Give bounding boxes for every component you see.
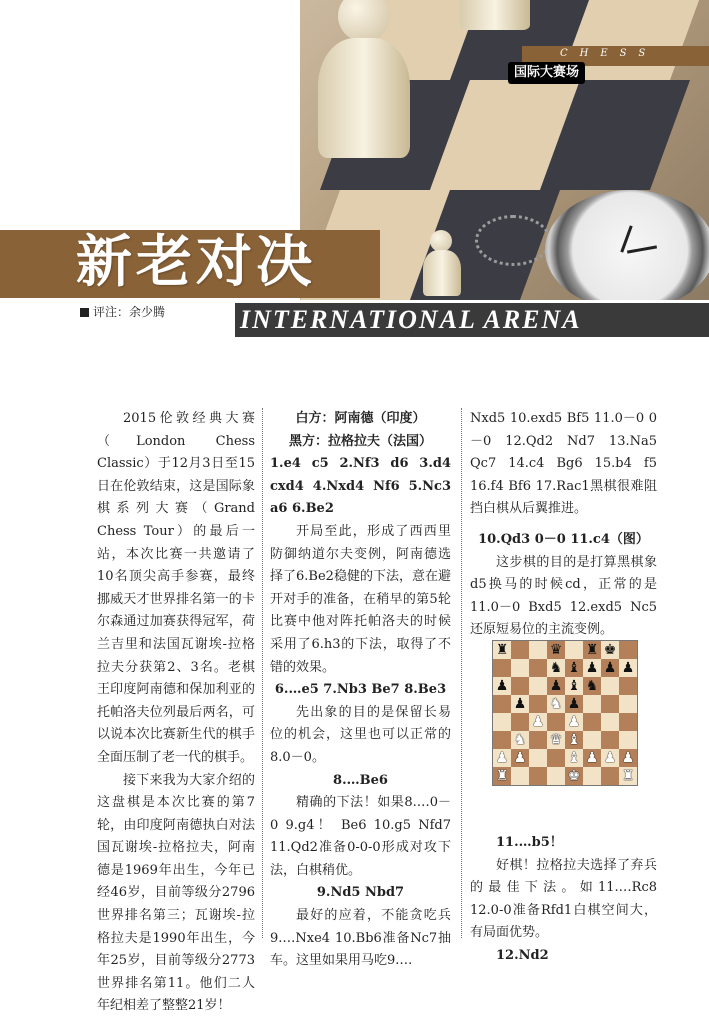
move-text: 12.Nd2 bbox=[470, 945, 657, 968]
paragraph: 2015伦敦经典大赛（London Chess Classic）于12月3日至15日在伦敦结束，这是国际象棋系列大赛（Grand Chess Tour）的最后一站，本次比赛一共邀请了10名顶尖高手参赛，最终挪威天才世界排名第一的卡尔森通过加赛获得冠军，荷兰吉里和法国瓦谢埃-拉格拉夫分获第2、3名。老棋王印度阿南德和保加利亚的托帕洛夫位列最后两名，可以说本次比赛新生代的棋手全面压制了老一代的棋手。 bbox=[97, 408, 255, 770]
black-knight-icon: ♞ bbox=[547, 659, 565, 677]
move-text: 11.…b5！ bbox=[470, 832, 657, 855]
section-tag: 国际大赛场 bbox=[508, 62, 585, 84]
white-pawn-icon: ♟ bbox=[565, 713, 583, 731]
black-knight-icon: ♞ bbox=[583, 677, 601, 695]
board-square bbox=[529, 659, 547, 677]
pocket-watch-icon bbox=[545, 190, 709, 300]
board-square bbox=[529, 767, 547, 785]
board-square bbox=[619, 731, 637, 749]
white-pawn-icon: ♟ bbox=[493, 749, 511, 767]
column-1 bbox=[97, 408, 255, 1018]
watch-hand bbox=[627, 245, 657, 253]
black-rook-icon: ♜ bbox=[493, 641, 511, 659]
move-text: 10.Qd3 0－0 11.c4（图） bbox=[470, 529, 657, 552]
board-square bbox=[529, 641, 547, 659]
white-pawn-icon: ♟ bbox=[529, 713, 547, 731]
column-divider bbox=[262, 408, 263, 938]
board-square bbox=[583, 767, 601, 785]
pawn-piece-icon bbox=[318, 38, 410, 158]
white-bishop-icon: ♝ bbox=[565, 749, 583, 767]
black-rook-icon: ♜ bbox=[583, 641, 601, 659]
board-square bbox=[529, 731, 547, 749]
board-square bbox=[547, 713, 565, 731]
board-square bbox=[583, 695, 601, 713]
board-square bbox=[547, 749, 565, 767]
white-pawn-icon: ♟ bbox=[583, 749, 601, 767]
black-pawn-icon: ♟ bbox=[619, 659, 637, 677]
move-text: 6.…e5 7.Nb3 Be7 8.Be3 bbox=[270, 679, 451, 702]
pawn-piece-icon bbox=[430, 230, 452, 252]
white-queen-icon: ♛ bbox=[547, 731, 565, 749]
watch-hand bbox=[620, 225, 632, 252]
board-square bbox=[493, 731, 511, 749]
white-player: 白方：阿南德（印度） bbox=[270, 408, 451, 431]
board-square bbox=[583, 731, 601, 749]
white-pawn-icon: ♟ bbox=[619, 749, 637, 767]
board-square bbox=[601, 713, 619, 731]
board-square bbox=[601, 695, 619, 713]
move-text: 8.…Be6 bbox=[270, 770, 451, 793]
white-bishop-icon: ♝ bbox=[565, 731, 583, 749]
board-square bbox=[619, 713, 637, 731]
board-square bbox=[511, 767, 529, 785]
board-square bbox=[529, 695, 547, 713]
paragraph: 最好的应着，不能贪吃兵9.…Nxe4 10.Bb6准备Nc7抽车。这里如果用马吃9.… bbox=[270, 905, 451, 973]
paragraph: 先出象的目的是保留长易位的机会，这里也可以正常的8.0－0。 bbox=[270, 702, 451, 770]
black-bishop-icon: ♝ bbox=[565, 659, 583, 677]
black-bishop-icon: ♝ bbox=[565, 677, 583, 695]
white-rook-icon: ♜ bbox=[619, 767, 637, 785]
paragraph: 开局至此，形成了西西里防御纳道尔夫变例，阿南德选择了6.Be2稳健的下法，意在避开对手的准备，在稍早的第5轮比赛中他对阵托帕洛夫的时候采用了6.h3的下法，取得了不错的效果。 bbox=[270, 521, 451, 679]
paragraph: 这步棋的目的是打算黑棋象d5换马的时候cd，正常的是11.0－0 Bxd5 12.exd5 Nc5还原短易位的主流变例。 bbox=[470, 552, 657, 642]
white-pawn-icon: ♟ bbox=[511, 749, 529, 767]
black-player: 黑方：拉格拉夫（法国） bbox=[270, 431, 451, 454]
pawn-piece-icon bbox=[423, 250, 461, 296]
column-divider bbox=[461, 408, 462, 938]
board-square bbox=[619, 677, 637, 695]
paragraph: 接下来我为大家介绍的这盘棋是本次比赛的第7轮，由印度阿南德执白对法国瓦谢埃-拉格拉夫，阿南德是1969年出生，今年已经46岁，目前等级分2796世界排名第三；瓦谢埃-拉格拉夫是1990年出生，今年25岁，目前等级分2773世界排名第11。他们二人年纪相差了整整21岁！ bbox=[97, 770, 255, 1018]
black-pawn-icon: ♟ bbox=[565, 695, 583, 713]
board-square bbox=[493, 695, 511, 713]
move-text: 1.e4 c5 2.Nf3 d6 3.d4 cxd4 4.Nxd4 Nf6 5.Nc3 a6 6.Be2 bbox=[270, 453, 451, 521]
board-square bbox=[547, 767, 565, 785]
watch-chain bbox=[475, 215, 551, 266]
white-rook-icon: ♜ bbox=[493, 767, 511, 785]
board-square bbox=[529, 677, 547, 695]
white-pawn-icon: ♟ bbox=[601, 749, 619, 767]
paragraph: 好棋！拉格拉夫选择了弃兵的最佳下法。如11.…Rc8 12.0-0准备Rfd1白棋空间大，有局面优势。 bbox=[470, 855, 657, 945]
board-square bbox=[511, 659, 529, 677]
board-square bbox=[529, 749, 547, 767]
arena-title: INTERNATIONAL ARENA bbox=[240, 305, 582, 335]
black-pawn-icon: ♟ bbox=[547, 677, 565, 695]
board-square bbox=[493, 659, 511, 677]
board-square bbox=[565, 641, 583, 659]
author-text: 评注：余少腾 bbox=[93, 305, 165, 319]
board-square bbox=[511, 677, 529, 695]
black-pawn-icon: ♟ bbox=[583, 659, 601, 677]
board-square bbox=[601, 767, 619, 785]
page-title: 新老对决 bbox=[76, 228, 316, 298]
author-line bbox=[80, 303, 165, 320]
board-square bbox=[511, 713, 529, 731]
column-2 bbox=[270, 408, 451, 973]
white-knight-icon: ♞ bbox=[547, 695, 565, 713]
board-square bbox=[601, 731, 619, 749]
black-pawn-icon: ♟ bbox=[601, 659, 619, 677]
bullet-square-icon bbox=[80, 308, 89, 317]
move-text: 9.Nd5 Nbd7 bbox=[270, 882, 451, 905]
black-queen-icon: ♛ bbox=[547, 641, 565, 659]
chess-word: CHESS bbox=[560, 48, 657, 59]
board-square bbox=[493, 713, 511, 731]
white-knight-icon: ♞ bbox=[511, 731, 529, 749]
paragraph: Nxd5 10.exd5 Bf5 11.0－0 0－0 12.Qd2 Nd7 13.Na5 Qc7 14.c4 Bg6 15.b4 f5 16.f4 Bf6 17.Rac1黑棋很难阻挡白棋从后翼推进。 bbox=[470, 408, 657, 521]
board-square bbox=[511, 641, 529, 659]
board-square bbox=[601, 677, 619, 695]
board-square bbox=[619, 695, 637, 713]
chess-diagram bbox=[492, 640, 638, 786]
white-king-icon: ♚ bbox=[565, 767, 583, 785]
black-king-icon: ♚ bbox=[601, 641, 619, 659]
board-square bbox=[583, 713, 601, 731]
black-pawn-icon: ♟ bbox=[511, 695, 529, 713]
board-square bbox=[619, 641, 637, 659]
pawn-piece-icon bbox=[460, 0, 530, 30]
paragraph: 精确的下法！如果8.…0－0 9.g4！ Be6 10.g5 Nfd7 11.Qd2准备0-0-0形成对攻下法，白棋稍优。 bbox=[270, 792, 451, 882]
black-pawn-icon: ♟ bbox=[493, 677, 511, 695]
